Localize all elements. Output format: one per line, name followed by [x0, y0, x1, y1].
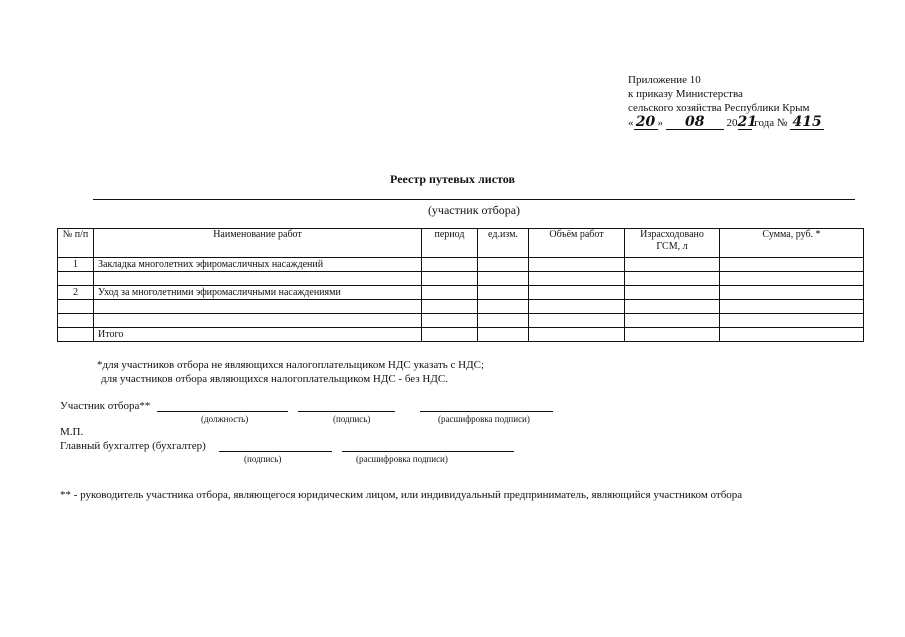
- table-row: [58, 258, 864, 272]
- decode-line: [420, 411, 553, 412]
- header-fuel: Израсходовано ГСМ, л: [625, 229, 720, 258]
- header-num: № п/п: [58, 229, 94, 258]
- cell-num: 2: [58, 286, 94, 300]
- date-year-prefix: 20: [726, 117, 738, 129]
- cell-name: Итого: [94, 328, 422, 342]
- date-day: 20: [634, 115, 658, 130]
- cell-num: 1: [58, 258, 94, 272]
- table-header-row: [58, 229, 864, 258]
- acc-decode-caption: (расшифровка подписи): [356, 454, 448, 464]
- header-sum: Сумма, руб. *: [720, 229, 864, 258]
- acc-signature-line: [219, 451, 332, 452]
- cell-num: [58, 328, 94, 342]
- header-unit: ед.изм.: [478, 229, 529, 258]
- approval-block: [628, 73, 824, 130]
- header-name: Наименование работ: [94, 229, 422, 258]
- approval-line-1: Приложение 10: [628, 74, 701, 86]
- page-title: Реестр путевых листов: [390, 172, 515, 186]
- vat-note-line-2: для участников отбора являющихся налогоплательщиком НДС - без НДС.: [101, 373, 448, 385]
- header-volume: Объём работ: [529, 229, 625, 258]
- header-period: период: [422, 229, 478, 258]
- date-year-suffix: 21: [737, 114, 757, 130]
- cell-num: [58, 300, 94, 314]
- participant-caption: (участник отбора): [427, 203, 521, 217]
- approval-line-2: к приказу Министерства: [628, 88, 743, 100]
- cell-name: Закладка многолетних эфиромасличных насаждений: [94, 258, 422, 272]
- table-row: [58, 300, 864, 314]
- signature-caption: (подпись): [333, 414, 371, 424]
- cell-num: [58, 314, 94, 328]
- vat-note-line-1: *для участников отбора не являющихся налогоплательщиком НДС указать с НДС;: [97, 359, 485, 371]
- approval-line-3: сельского хозяйства Республики Крым: [628, 102, 810, 114]
- participant-name-line: [93, 199, 855, 200]
- table-row: [58, 286, 864, 300]
- decode-caption: (расшифровка подписи): [438, 414, 530, 424]
- table-row-total: [58, 328, 864, 342]
- participant-label: Участник отбора**: [60, 400, 151, 412]
- date-close-quote: »: [657, 117, 663, 129]
- registry-table: [57, 228, 864, 342]
- date-open-quote: «: [628, 117, 634, 129]
- cell-name: [94, 314, 422, 328]
- table-row: [58, 314, 864, 328]
- cell-name: [94, 272, 422, 286]
- seal-label: М.П.: [60, 426, 84, 438]
- signature-line: [298, 411, 395, 412]
- acc-decode-line: [342, 451, 514, 452]
- date-month: 08: [666, 115, 724, 130]
- cell-num: [58, 272, 94, 286]
- position-line: [157, 411, 288, 412]
- date-after: года №: [754, 117, 788, 129]
- accountant-label: Главный бухгалтер (бухгалтер): [60, 440, 206, 452]
- footnote: ** - руководитель участника отбора, являющегося юридическим лицом, или индивидуальный предприниматель, являющийся участником отбора: [60, 489, 743, 501]
- vat-note: [97, 358, 484, 386]
- order-number: 415: [790, 115, 824, 130]
- approval-date-line: [628, 115, 824, 130]
- position-caption: (должность): [201, 414, 249, 424]
- cell-name: Уход за многолетними эфиромасличными насаждениями: [94, 286, 422, 300]
- cell-name: [94, 300, 422, 314]
- acc-signature-caption: (подпись): [244, 454, 282, 464]
- table-row: [58, 272, 864, 286]
